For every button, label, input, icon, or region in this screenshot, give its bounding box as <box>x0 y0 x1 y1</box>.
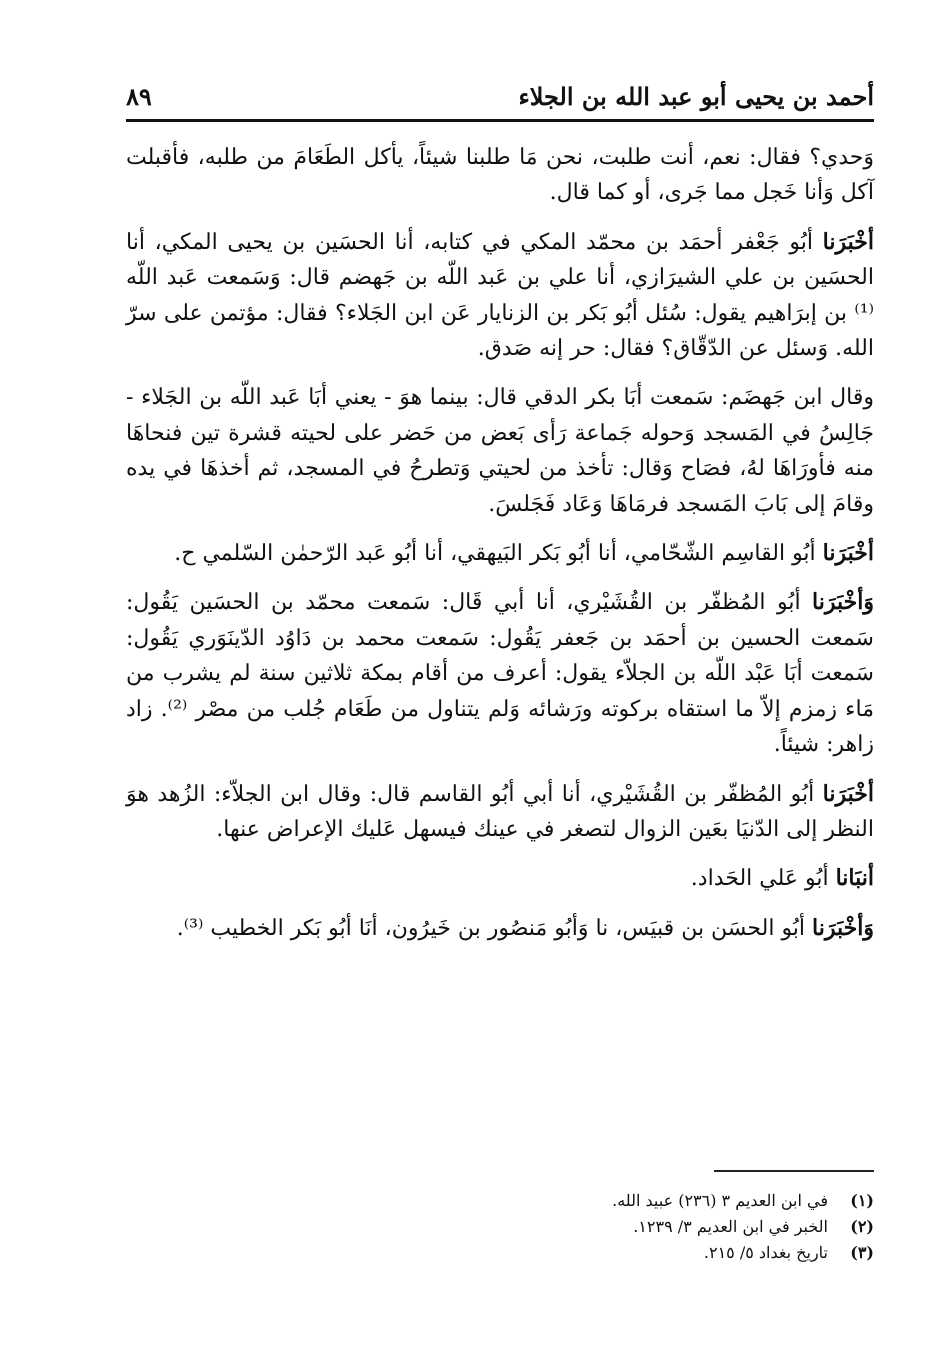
footnote <box>126 1214 874 1240</box>
footnote-number: (٢) <box>850 1217 874 1236</box>
isnad-lead-word: وَأخْبَرَنا <box>812 589 874 616</box>
page-header <box>126 70 874 122</box>
footnote-number: (١) <box>850 1191 874 1210</box>
isnad-lead-word: أخْبَرَنا <box>822 540 874 567</box>
paragraph: أخْبَرَنا أبُو جَعْفر أحمَد بن محمّد المكي في كتابه، أنا الحسَين بن يحيى المكي، أنا الحسَين بن علي الشيرَازي، أنا علي بن عَبد اللّه بن جَهضم قال: وَسَمعت عَبد اللّه ⁽¹⁾ بن إبرَاهيم يقول: سُئل أبُو بَكر بن الزنايار عَن ابن الجَلاء؟ فقال: مؤتمن على سرّ الله. وَسئل عن الدّقّاق؟ فقال: حر إنه صَدق. <box>126 228 874 362</box>
paragraph: أنبَانا أبُو عَلي الحَداد. <box>690 865 874 892</box>
footnote-text: تاريخ بغداد ٥/ ٢١٥. <box>703 1243 828 1262</box>
book-page <box>126 0 874 1346</box>
isnad-lead-word: أخْبَرَنا <box>822 780 874 807</box>
main-text <box>126 140 874 946</box>
page-number: ٨٩ <box>126 82 152 111</box>
paragraph: أخْبَرَنا أبُو المُظفّر بن القُشَيْري، أنا أبي أبُو القاسم قال: وقال ابن الجلاّء: الزُهد هوَ النظر إلى الدّنيَا بعَين الزوال لتصغر في عينك فيسهل عَليك الإعراض عنها. <box>126 780 874 842</box>
running-title: أحمد بن يحيى أبو عبد الله بن الجلاء <box>518 82 874 111</box>
footnote-text: في ابن العديم ٣ (٢٣٦) عبيد الله. <box>612 1191 828 1210</box>
paragraph: وقال ابن جَهضَم: سَمعت أبَا بكر الدقي قال: بينما هوَ - يعني أبَا عَبد اللّه بن الجَلاء - جَالِسُ في المَسجد وَحوله جَماعة رَأى بَعض من حَضر على لحيته قشرة تين فنحاهَا منه فأورَاهَا لهُ، فصَاح وَقال: تأخذ من لحيتي وَتطرحُ في المسجد، ثم أخذهَا في يده وقامَ إلى بَابَ المَسجد فرمَاهَا وَعَاد فَجَلسَ. <box>126 385 874 517</box>
isnad-lead-word: أنبَانا <box>835 865 874 892</box>
paragraph: وَأخْبَرَنا أبُو الحسَن بن قبيَس، نا وَأبُو مَنصُور بن خَيرُون، أنَا أبُو بَكر الخطيب ⁽³⁾. <box>176 914 874 941</box>
footnote-text: الخبر في ابن العديم ٣/ ١٢٣٩. <box>633 1217 828 1236</box>
paragraph: وَحدي؟ فقال: نعم، أنت طلبت، نحن مَا طلبنا شيئاً، يأكل الطَعَامَ من طلبه، فأقبلت آكل وَأنا خَجل مما جَرى، أو كما قال. <box>126 145 874 206</box>
isnad-lead-word: أخْبَرَنا <box>822 228 874 255</box>
footnote <box>126 1240 874 1266</box>
footnote-number: (٣) <box>850 1243 874 1262</box>
paragraph: أخْبَرَنا أبُو القاسِم الشّحّامي، أنا أبُو بَكر البَيهقي، أنا أبُو عَبد الرّحمٰن السّلمي ح. <box>174 540 874 567</box>
footnotes <box>126 1188 874 1266</box>
isnad-lead-word: وَأخْبَرَنا <box>812 914 874 941</box>
footnote <box>126 1188 874 1214</box>
footnote-divider <box>714 1170 874 1172</box>
paragraph: وَأخْبَرَنا أبُو المُظفّر بن القُشَيْري، أنا أبي قَال: سَمعت محمّد بن الحسَين يَقُول: سَمعت الحسين بن أحمَد بن جَعفر يَقُول: سَمعت محمد بن دَاوُد الدّينَوَري يَقُول: سَمعت أبَا عَبْد اللّه بن الجلاّء يقول: أعرف من أقام بمكة ثلاثين سنة لم يشرب من مَاء زمزم إلاّ ما استقاه بركوته ورَشائه وَلم يتناول من طَعَام جُلب من مصْر ⁽²⁾. زاد زاهر: شيئاً. <box>126 589 874 758</box>
